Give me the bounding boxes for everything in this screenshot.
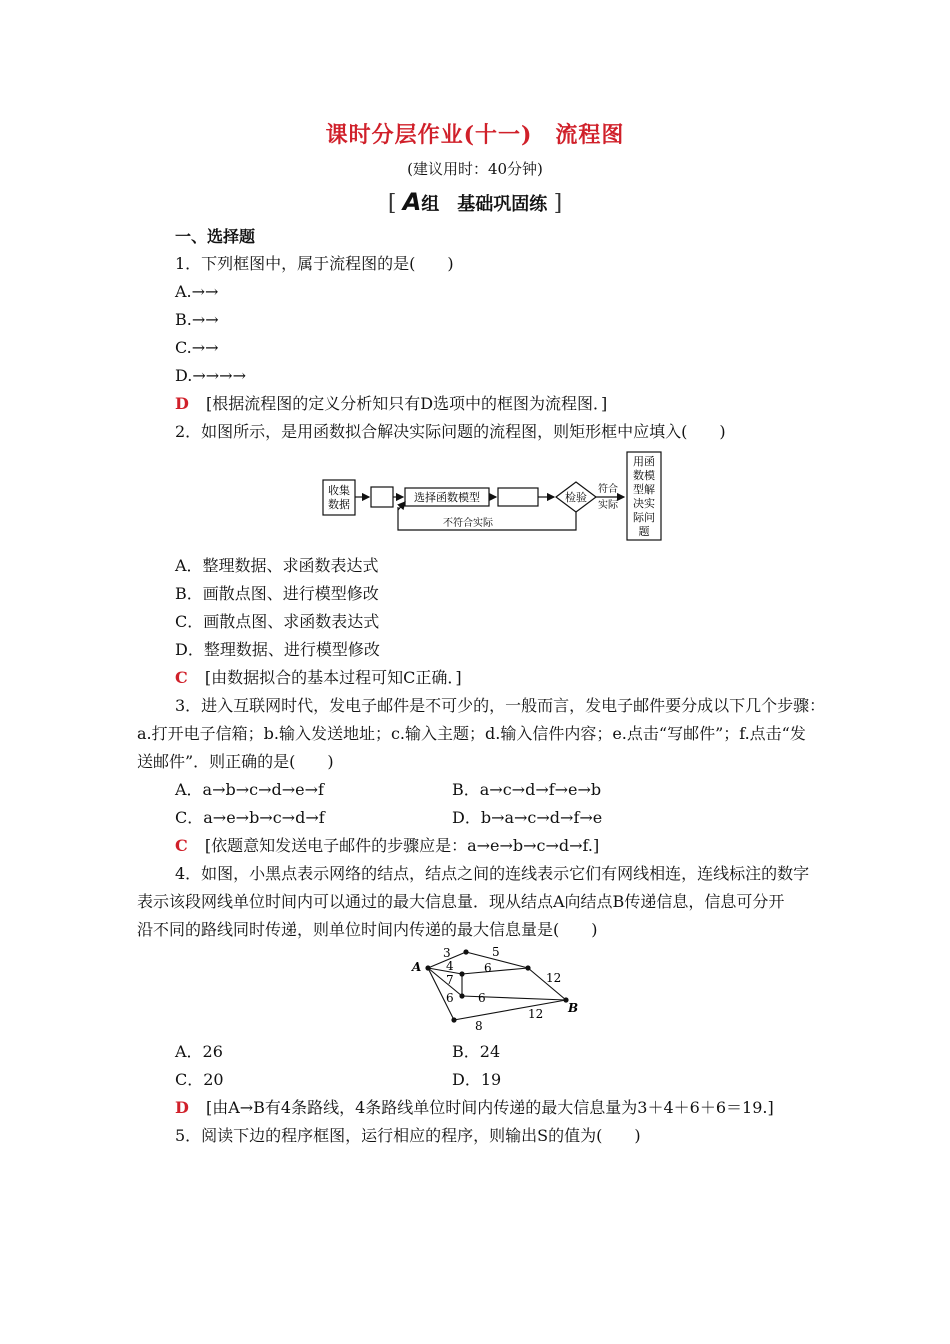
q4-option-a: A．26 [175,1042,223,1061]
collect-data-line1: 收集 [328,484,350,497]
yes-label-line2: 实际 [598,500,618,511]
q3-stem-line1: 3．进入互联网时代，发电子邮件是不可少的，一般而言，发电子邮件要分成以下几个步骤： [175,696,826,715]
edge-weight: 5 [492,945,500,959]
q2-option-b: B．画散点图、进行模型修改 [175,584,379,603]
q1-answer-letter: D [175,394,189,413]
q2-option-c: C．画散点图、求函数表达式 [175,612,380,631]
edge-weight: 12 [528,1007,544,1021]
node [425,965,430,970]
no-label: 不符合实际 [443,518,493,529]
final-line: 型解 [633,483,655,496]
edge [428,968,462,974]
q2-flowchart [320,450,665,545]
collect-data-line2: 数据 [328,498,350,511]
q1-answer [175,394,607,414]
q1-explanation: [根据流程图的定义分析知只有D选项中的框图为流程图．] [205,394,608,413]
node [459,993,464,998]
check-label: 检验 [565,491,587,504]
q1-stem: 1．下列框图中，属于流程图的是( ) [175,254,454,273]
final-line: 数模 [633,469,655,482]
group-label: 组 基础巩固练 [421,194,548,215]
q3-explanation: [依题意知发送电子邮件的步骤应是：a→e→b→c→d→f.] [204,836,600,855]
edge-weight: 8 [475,1019,483,1032]
section-heading: 一、选择题 [175,227,256,246]
page-title: 课时分层作业(十一) 流程图 [325,122,625,148]
q3-option-b: B．a→c→d→f→e→b [452,780,602,799]
q2-option-d: D．整理数据、进行模型修改 [175,640,380,659]
final-line: 际问 [633,511,655,524]
yes-label-line1: 符合 [598,484,618,495]
group-heading [0,188,950,216]
q2-answer-letter: C [175,668,188,687]
final-line: 决实 [633,497,655,510]
bracket-right: ] [553,191,563,216]
q1-option-b: B.→→ [175,310,219,329]
edge-weight: 4 [446,959,454,973]
q3-option-c: C．a→e→b→c→d→f [175,808,325,827]
q4-option-b: B．24 [452,1042,501,1061]
edge-weight: 3 [443,946,451,960]
q3-stem-line3: 送邮件”．则正确的是( ) [137,752,334,771]
bracket-left: [ [387,191,397,216]
arrow [398,502,405,510]
group-letter: A [402,188,422,216]
q2-explanation: [由数据拟合的基本过程可知C正确．] [204,668,462,687]
q3-answer [175,836,599,856]
q4-network-graph [408,944,583,1032]
q3-option-d: D．b→a→c→d→f→e [452,808,603,827]
q2-stem: 2．如图所示，是用函数拟合解决实际问题的流程图，则矩形框中应填入( ) [175,422,726,441]
q4-option-c: C．20 [175,1070,224,1089]
q4-answer-letter: D [175,1098,189,1117]
select-model-label: 选择函数模型 [414,491,480,504]
q1-option-c: C.→→ [175,338,219,357]
node-b-label: B [568,1001,579,1015]
q4-stem-line3: 沿不同的路线同时传递，则单位时间内传递的最大信息量是( ) [137,920,598,939]
blank-box-2 [498,488,538,506]
q1-option-d: D.→→→→ [175,366,246,385]
q4-stem-line1: 4．如图，小黑点表示网络的结点，结点之间的连线表示它们有网线相连，连线标注的数字 [175,864,810,883]
edge [454,1000,566,1020]
blank-box-1 [371,487,393,507]
q4-option-d: D．19 [452,1070,502,1089]
edge [428,968,462,996]
node [525,965,530,970]
q4-stem-line2: 表示该段网线单位时间内可以通过的最大信息量．现从结点A向结点B传递信息，信息可分开 [137,892,785,911]
q2-answer [175,668,462,688]
q2-option-a: A．整理数据、求函数表达式 [175,556,379,575]
q3-answer-letter: C [175,836,188,855]
node-a-label: A [412,960,422,974]
q3-option-a: A．a→b→c→d→e→f [175,780,324,799]
edge-weight: 6 [484,961,492,975]
q5-stem: 5．阅读下边的程序框图，运行相应的程序，则输出S的值为( ) [175,1126,641,1145]
node [451,1017,456,1022]
edge-weight: 6 [478,991,486,1005]
node [459,971,464,976]
edge-weight: 12 [546,971,562,985]
final-line: 题 [638,525,650,538]
q4-explanation: [由A→B有4条路线，4条路线单位时间内传递的最大信息量为3＋4＋6＋6＝19.] [205,1098,774,1117]
node [463,949,468,954]
q3-stem-line2: a.打开电子信箱；b.输入发送地址；c.输入主题；d.输入信件内容；e.点击“写邮件”；f.点击“发 [137,724,806,743]
edge [462,968,528,974]
q1-option-a: A.→→ [175,282,219,301]
q4-answer [175,1098,774,1118]
suggested-time: (建议用时：40分钟) [407,160,543,178]
edge-weight: 6 [446,991,454,1005]
final-line: 用函 [633,455,655,468]
edge-weight: 7 [446,973,454,987]
